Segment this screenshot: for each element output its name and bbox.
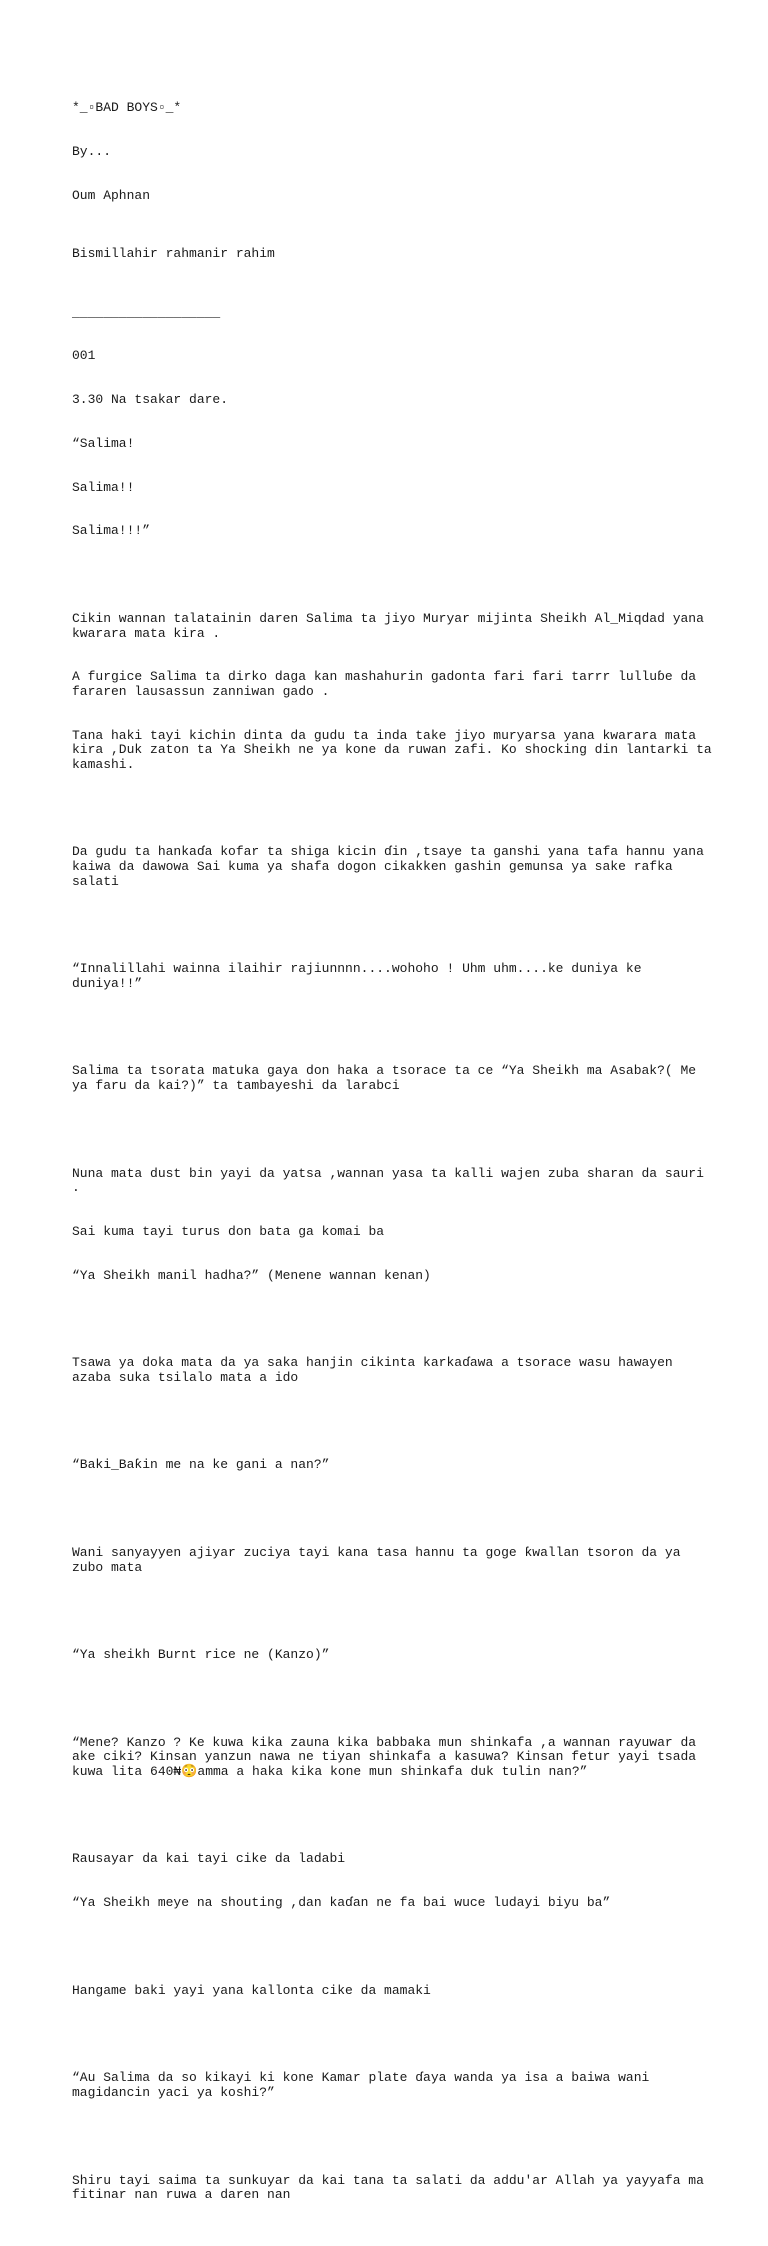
dialogue-line: “Ya sheikh Burnt rice ne (Kanzo)” xyxy=(72,1647,330,1663)
chapter-number: 001 xyxy=(72,348,96,364)
sentence: Shiru tayi saima ta sunkuyar da kai tana ta salati da addu'ar Allah ya yayyafa ma fitinar nan ruwa a daren nan xyxy=(72,2172,712,2203)
paragraph xyxy=(72,1429,712,1502)
sentence: Hangame baki yayi yana kallonta cike da mamaki xyxy=(72,1982,431,1998)
sentence: Wani sanyayyen ajiyar zuciya tayi kana tasa hannu ta goge ƙwallan tsoron da ya zubo mata xyxy=(72,1544,689,1575)
chapter-opening xyxy=(72,276,712,568)
dialogue-line: “Ya Sheikh meye na shouting ,dan kaɗan ne fa bai wuce ludayi biyu ba” xyxy=(72,1895,611,1911)
call-line: “Salima! xyxy=(72,435,135,451)
paragraph xyxy=(72,2144,712,2232)
sentence: A furgice Salima ta dirko daga kan mashahurin gadonta fari fari tarrr lulluɓe da fararen lausassun zanniwan gado . xyxy=(72,669,704,699)
paragraph xyxy=(72,2042,712,2130)
paragraph xyxy=(72,1823,712,1940)
sentence: Da gudu ta hankaɗa kofar ta shiga kicin ɗin ,tsaye ta ganshi yana tafa hannu yana kaiwa da dawowa Sai kuma ya shafa dogon cikakken gashin gemunsa ya sake rafka salati xyxy=(72,844,712,889)
dialogue-line: “Ya Sheikh manil hadha?” (Menene wannan kenan) xyxy=(72,1267,431,1283)
sentence: Tsawa ya doka mata da ya saka hanjin cikinta karkaɗawa a tsorace wasu hawayen azaba suka tsilalo mata a ido xyxy=(72,1355,681,1385)
chapter-rule: ___________________ xyxy=(72,304,221,320)
call-line: Salima!!!” xyxy=(72,523,151,539)
sentence: Cikin wannan talatainin daren Salima ta jiyo Muryar mijinta Sheikh Al_Miqdad yana kwarara mata kira . xyxy=(72,610,712,641)
paragraph xyxy=(72,1327,712,1415)
byline: By... xyxy=(72,143,112,159)
document-page xyxy=(72,72,720,2246)
story-title: *_▫BAD BOYS▫_* xyxy=(72,100,182,116)
dialogue-line: “Au Salima da so kikayi ki kone Kamar plate ɗaya wanda ya isa a baiwa wani magidancin yaci ya koshi?” xyxy=(72,2070,658,2100)
title-block xyxy=(72,72,712,233)
paragraph xyxy=(72,933,712,1021)
call-line: Salima!! xyxy=(72,479,135,495)
paragraph xyxy=(72,1517,712,1605)
bismillah-line: Bismillahir rahmanir rahim xyxy=(72,246,275,262)
dialogue-line: “Innalillahi wainna ilaihir rajiunnnn....wohoho ! Uhm uhm....ke duniya ke duniya!!” xyxy=(72,961,650,991)
sentence: Salima ta tsorata matuka gaya don haka a tsorace ta ce “Ya Sheikh ma Asabak?( Me ya faru da kai?)” ta tambayeshi da larabci xyxy=(72,1063,704,1093)
sentence: Nuna mata dust bin yayi da yatsa ,wannan yasa ta kalli wajen zuba sharan da sauri . xyxy=(72,1165,712,1196)
paragraph xyxy=(72,1035,712,1123)
paragraph xyxy=(72,816,712,918)
paragraph xyxy=(72,1707,712,1809)
paragraph xyxy=(72,1955,712,2028)
chapter-time: 3.30 Na tsakar dare. xyxy=(72,392,229,408)
paragraph xyxy=(72,1619,712,1692)
sentence: Rausayar da kai tayi cike da ladabi xyxy=(72,1851,346,1867)
dialogue-line: “Mene? Kanzo ? Ke kuwa kika zauna kika babbaka mun shinkafa ,a wannan rayuwar da ake ciki? Kinsan yanzun nawa ne tiyan shinkafa a kasuwa? Kinsan fetur yayi tsada kuwa lita 640₦😳amma a haka kika kone mun shinkafa duk tulin nan?” xyxy=(72,1734,704,1779)
paragraph xyxy=(72,1137,712,1312)
paragraph xyxy=(72,583,720,802)
author-name: Oum Aphnan xyxy=(72,187,151,203)
sentence: Tana haki tayi kichin dinta da gudu ta inda take jiyo muryarsa yana kwarara mata kira ,Duk zaton ta Ya Sheikh ne ya kone da ruwan zafi. Ko shocking din lantarki ta kamashi. xyxy=(72,727,720,772)
sentence: Sai kuma tayi turus don bata ga komai ba xyxy=(72,1223,385,1239)
dialogue-line: “Baki_Baƙin me na ke gani a nan?” xyxy=(72,1457,330,1473)
